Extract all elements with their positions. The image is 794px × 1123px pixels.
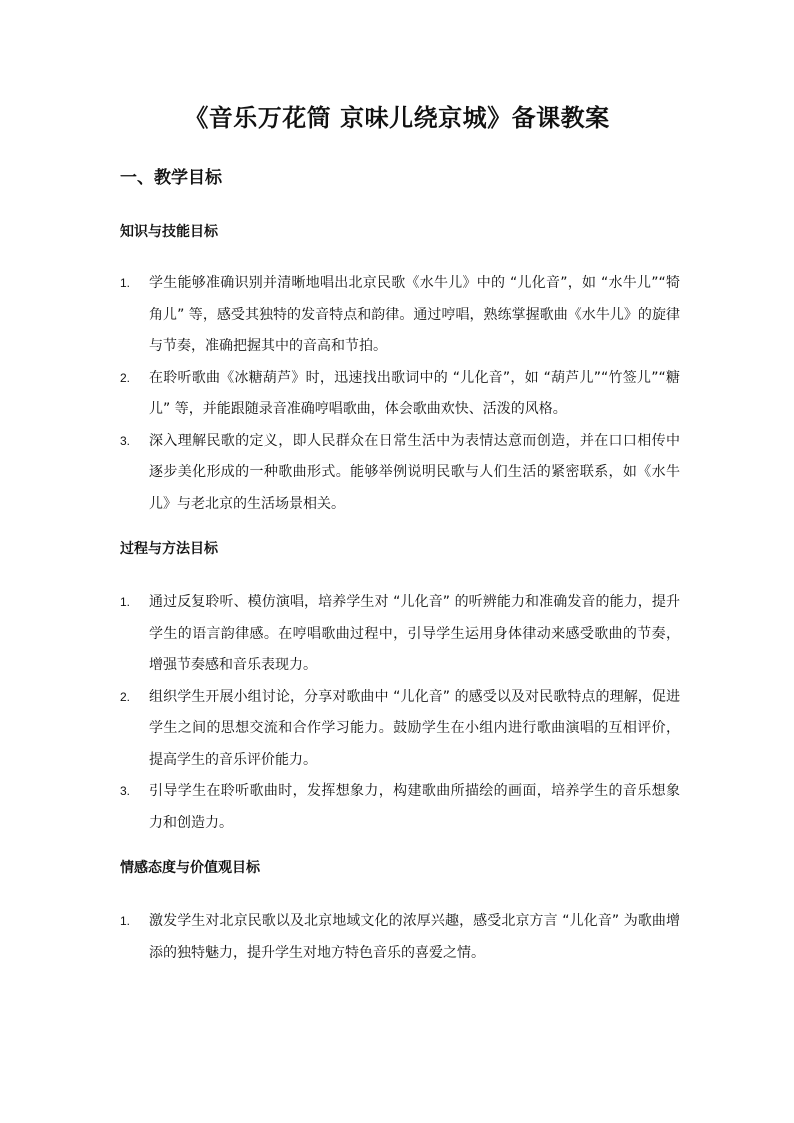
list-item-number: 1.: [120, 914, 131, 928]
list-item: [120, 682, 680, 777]
knowledge-skills-list: [120, 268, 680, 520]
list-item-number: 1.: [120, 276, 131, 290]
document-title: 《音乐万花筒 京味儿绕京城》备课教案: [184, 104, 610, 132]
list-item: [120, 426, 680, 521]
list-item: [120, 363, 680, 426]
list-item-number: 1.: [120, 595, 131, 609]
list-item: [120, 268, 680, 363]
section-heading-teaching-goals: 一、教学目标: [120, 168, 222, 188]
subsection-heading-emotion-values: 情感态度与价值观目标: [120, 860, 260, 876]
list-item-text: 深入理解民歌的定义，即人民群众在日常生活中为表情达意而创造，并在口口相传中逐步美化形成的一种歌曲形式。能够举例说明民歌与人们生活的紧密联系，如《水牛儿》与老北京的生活场景相关。: [149, 432, 680, 512]
list-item-number: 3.: [120, 433, 131, 448]
list-item: [120, 587, 680, 682]
list-item-text: 通过反复聆听、模仿演唱，培养学生对 “儿化音” 的听辨能力和准确发音的能力，提升学生的语言韵律感。在哼唱歌曲过程中，引导学生运用身体律动来感受歌曲的节奏，增强节奏感和音乐表现力。: [149, 594, 680, 673]
list-item-text: 组织学生开展小组讨论，分享对歌曲中 “儿化音” 的感受以及对民歌特点的理解，促进学生之间的思想交流和合作学习能力。鼓励学生在小组内进行歌曲演唱的互相评价，提高学生的音乐评价能力。: [149, 688, 680, 768]
list-item-number: 3.: [120, 784, 131, 798]
subsection-heading-knowledge-skills: 知识与技能目标: [120, 224, 218, 240]
list-item: [120, 776, 680, 839]
list-item: [120, 906, 680, 969]
emotion-values-list: [120, 906, 680, 969]
process-methods-list: [120, 587, 680, 839]
list-item-text: 在聆听歌曲《冰糖葫芦》时，迅速找出歌词中的 “儿化音”，如 “葫芦儿”“竹签儿”“糖儿” 等，并能跟随录音准确哼唱歌曲，体会歌曲欢快、活泼的风格。: [149, 369, 680, 417]
subsection-heading-process-methods: 过程与方法目标: [120, 541, 218, 557]
list-item-text: 学生能够准确识别并清晰地唱出北京民歌《水牛儿》中的 “儿化音”，如 “水牛儿”“犄角儿” 等，感受其独特的发音特点和韵律。通过哼唱，熟练掌握歌曲《水牛儿》的旋律与节奏，准确把握其中的音高和节拍。: [149, 275, 680, 354]
list-item-text: 激发学生对北京民歌以及北京地域文化的浓厚兴趣，感受北京方言 “儿化音” 为歌曲增添的独特魅力，提升学生对地方特色音乐的喜爱之情。: [149, 913, 680, 961]
list-item-number: 2.: [120, 689, 131, 704]
list-item-number: 2.: [120, 370, 131, 385]
list-item-text: 引导学生在聆听歌曲时，发挥想象力，构建歌曲所描绘的画面，培养学生的音乐想象力和创造力。: [149, 783, 680, 831]
